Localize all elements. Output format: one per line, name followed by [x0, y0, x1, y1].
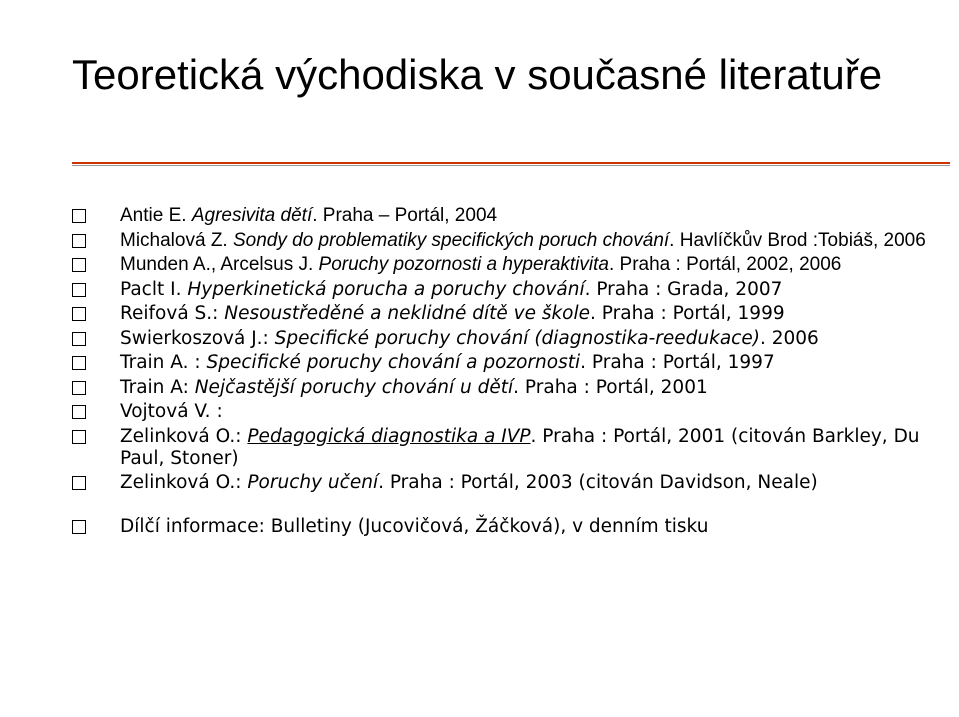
- reference-author: Michalová Z.: [120, 229, 233, 251]
- reference-item: [72, 328, 942, 350]
- reference-list: [72, 205, 942, 541]
- slide-title: Teoretická východiska v současné literatuře: [72, 51, 883, 98]
- reference-publisher: . Praha : Portál, 1997: [580, 352, 775, 373]
- reference-work: Hyperkinetická porucha a poruchy chování: [187, 278, 585, 300]
- reference-author: Vojtová V. :: [120, 401, 223, 422]
- reference-work: Sondy do problematiky specifických poruch chování: [232, 229, 670, 251]
- reference-publisher: . Praha : Grada, 2007: [584, 278, 783, 300]
- hollow-square-icon: [72, 258, 86, 272]
- reference-note: Dílčí informace: Bulletiny (Jucovičová, Žáčková), v denním tisku: [120, 516, 709, 537]
- reference-publisher: . Praha : Portál, 2002, 2006: [608, 254, 842, 275]
- reference-item: [72, 516, 942, 538]
- reference-publisher: . Praha : Portál, 2003 (citován Davidson, Neale): [378, 472, 818, 493]
- hollow-square-icon: [72, 430, 86, 444]
- reference-item: [72, 352, 942, 374]
- reference-item: [72, 426, 942, 470]
- reference-publisher: . Havlíčkův Brod :Tobiáš, 2006: [669, 229, 926, 251]
- hollow-square-icon: [72, 356, 86, 370]
- reference-publisher: . Praha – Portál, 2004: [312, 205, 498, 226]
- reference-item: [72, 377, 942, 399]
- reference-work: Agresivita dětí: [191, 205, 313, 226]
- reference-work: Poruchy pozornosti a hyperaktivita: [318, 254, 609, 275]
- reference-author: Train A:: [120, 376, 195, 398]
- reference-work: Specifické poruchy chování (diagnostika-reedukace): [274, 327, 760, 349]
- hollow-square-icon: [72, 209, 86, 223]
- reference-item: [72, 279, 942, 301]
- title-divider-shadow: [72, 165, 950, 166]
- reference-work: Poruchy učení: [247, 472, 379, 493]
- reference-work: Nesoustředěné a neklidné dítě ve škole: [224, 303, 591, 324]
- title-divider: [72, 162, 950, 164]
- hollow-square-icon: [72, 332, 86, 346]
- reference-author: Zelinková O.:: [120, 472, 248, 493]
- reference-publisher: . Praha : Portál, 2001 (citován Barkley, Du Paul, Stoner): [120, 425, 920, 469]
- reference-work: Nejčastější poruchy chování u dětí: [194, 376, 514, 398]
- reference-item: [72, 254, 942, 276]
- hollow-square-icon: [72, 381, 86, 395]
- reference-author: Antie E.: [120, 205, 192, 226]
- reference-author: Swierkoszová J.:: [120, 327, 275, 349]
- reference-publisher: . 2006: [759, 327, 819, 349]
- hollow-square-icon: [72, 307, 86, 321]
- reference-item: [72, 472, 942, 494]
- hollow-square-icon: [72, 520, 86, 534]
- hollow-square-icon: [72, 283, 86, 297]
- reference-publisher: . Praha : Portál, 2001: [513, 376, 708, 398]
- reference-work: Specifické poruchy chování a pozornosti: [206, 352, 581, 373]
- reference-author: Zelinková O.:: [120, 425, 248, 447]
- reference-item: [72, 303, 942, 325]
- reference-publisher: . Praha : Portál, 1999: [590, 303, 785, 324]
- reference-author: Munden A., Arcelsus J.: [120, 254, 319, 275]
- reference-item: [72, 205, 942, 227]
- hollow-square-icon: [72, 476, 86, 490]
- reference-item: [72, 401, 942, 423]
- reference-item: [72, 230, 942, 252]
- hollow-square-icon: [72, 405, 86, 419]
- hollow-square-icon: [72, 234, 86, 248]
- reference-author: Train A. :: [120, 352, 207, 373]
- reference-author: Reifová S.:: [120, 303, 225, 324]
- reference-author: Paclt I.: [120, 278, 188, 300]
- reference-work: Pedagogická diagnostika a IVP: [247, 425, 531, 447]
